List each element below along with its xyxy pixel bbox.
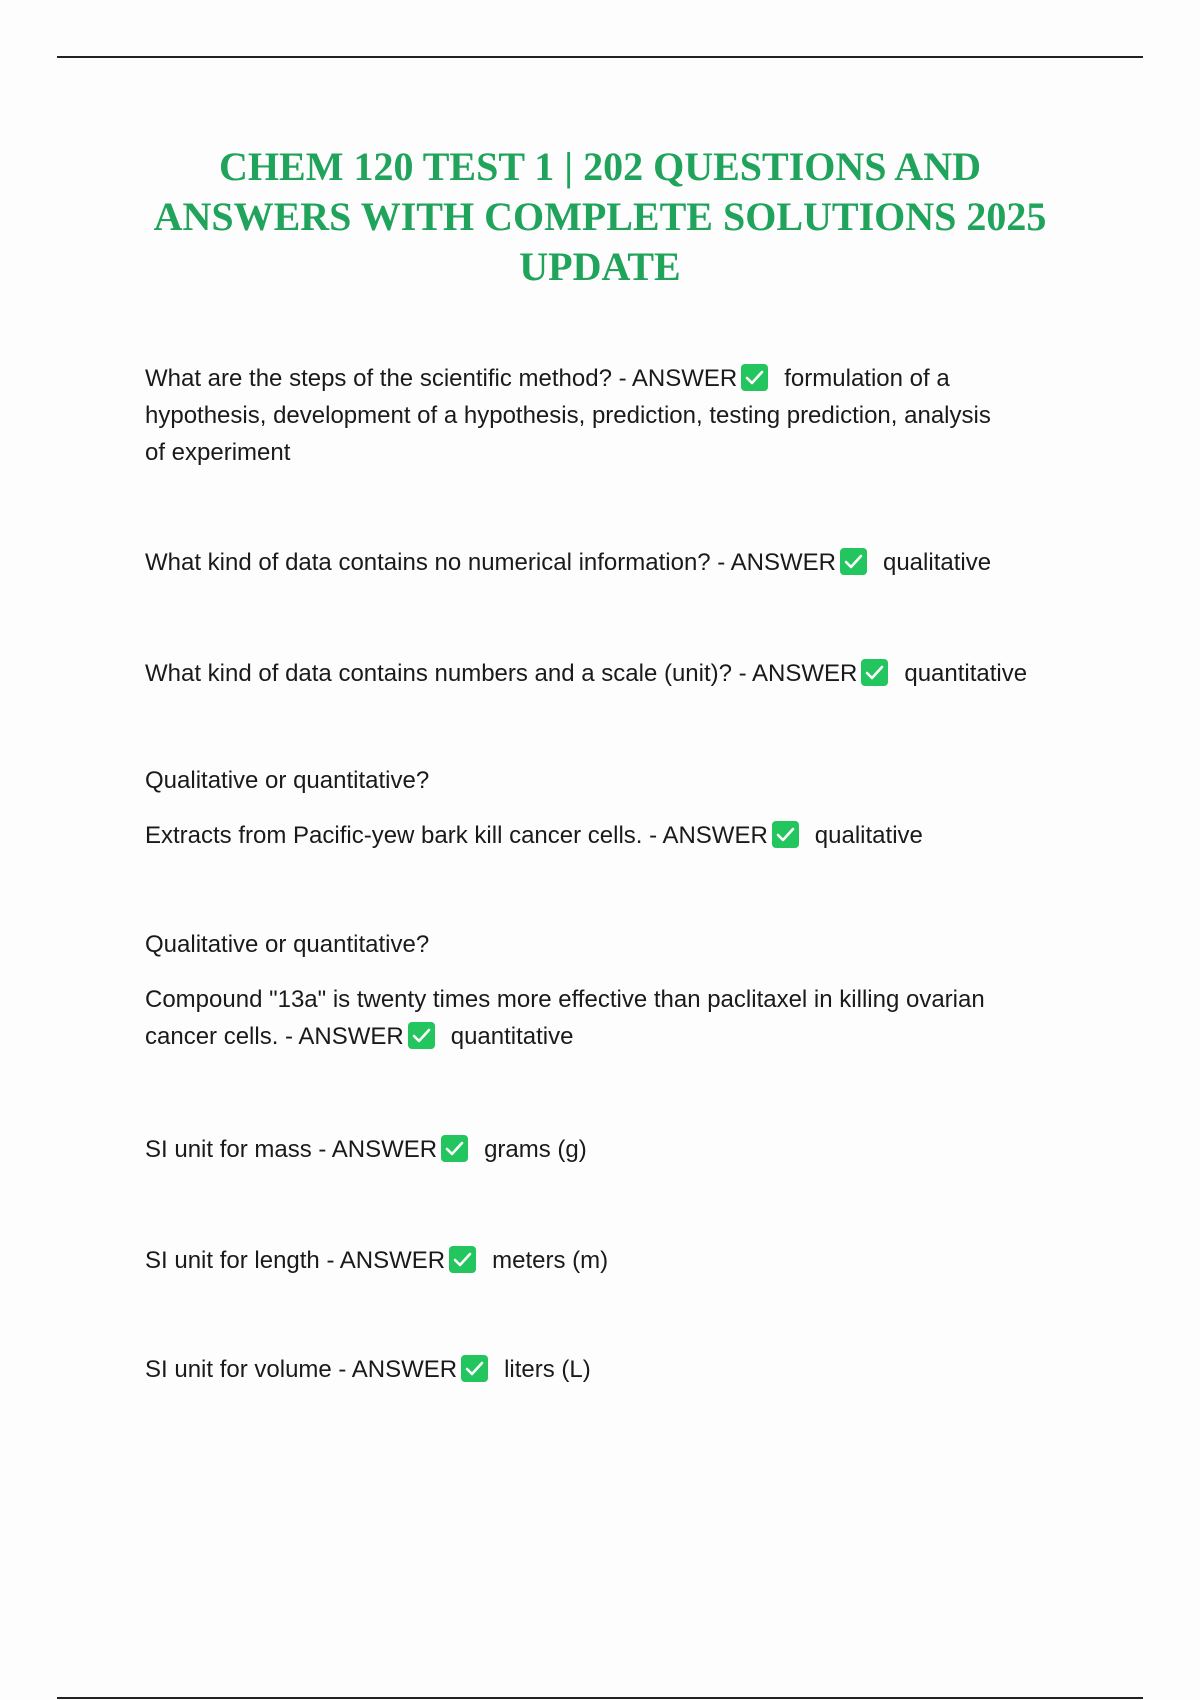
question-text: What are the steps of the scientific method? - ANSWER: [145, 365, 738, 392]
check-icon: [449, 1246, 476, 1273]
qa-item: [145, 926, 1095, 1055]
check-icon: [408, 1022, 435, 1049]
answer-text: quantitative: [450, 1023, 574, 1050]
answer-text: of experiment: [145, 439, 291, 466]
qa-line: [145, 1242, 1095, 1279]
title-line: CHEM 120 TEST 1 | 202 QUESTIONS AND: [219, 144, 981, 189]
answer-text: formulation of a: [784, 365, 950, 392]
qa-item: [145, 360, 1095, 471]
question-text: Extracts from Pacific-yew bark kill cancer cells. - ANSWER: [145, 822, 768, 849]
answer-text: liters (L): [504, 1356, 591, 1383]
question-text: SI unit for mass - ANSWER: [145, 1136, 438, 1163]
question-text: Compound "13a" is twenty times more effective than paclitaxel in killing ovarian: [145, 986, 985, 1013]
answer-text: qualitative: [882, 549, 992, 576]
qa-line: [145, 360, 1095, 397]
check-icon: [840, 548, 867, 575]
title-line: ANSWERS WITH COMPLETE SOLUTIONS 2025: [153, 194, 1047, 239]
question-text: cancer cells. - ANSWER: [145, 1023, 404, 1050]
qa-line: [145, 655, 1095, 692]
qa-line: [145, 544, 1095, 581]
title-line: UPDATE: [519, 244, 681, 289]
answer-text: hypothesis, development of a hypothesis, prediction, testing prediction, analysis: [145, 402, 991, 429]
answer-text: quantitative: [904, 660, 1028, 687]
bottom-rule: [57, 1697, 1143, 1699]
qa-line: [145, 817, 1095, 854]
check-icon: [441, 1135, 468, 1162]
question-text: SI unit for length - ANSWER: [145, 1247, 446, 1274]
check-icon: [861, 659, 888, 686]
answer-text: qualitative: [814, 822, 923, 849]
answer-text: grams (g): [484, 1136, 587, 1163]
check-icon: [461, 1355, 488, 1382]
spacer: [145, 799, 1095, 817]
qa-item: [145, 1242, 1095, 1279]
check-icon: [741, 364, 768, 391]
top-rule: [57, 56, 1143, 58]
qa-line: [145, 1351, 1095, 1388]
qa-item: [145, 1351, 1095, 1388]
qa-prompt: Qualitative or quantitative?: [145, 931, 430, 958]
qa-line: [145, 1131, 1095, 1168]
question-text: What kind of data contains no numerical information? - ANSWER: [145, 549, 836, 576]
check-icon: [772, 821, 799, 848]
qa-line: [145, 1018, 1095, 1055]
spacer: [145, 963, 1095, 981]
qa-item: [145, 655, 1095, 692]
qa-item: [145, 1131, 1095, 1168]
answer-text: meters (m): [492, 1247, 609, 1274]
qa-item: [145, 762, 1095, 854]
question-text: SI unit for volume - ANSWER: [145, 1356, 458, 1383]
qa-item: [145, 544, 1095, 581]
qa-prompt: Qualitative or quantitative?: [145, 767, 430, 794]
question-text: What kind of data contains numbers and a scale (unit)? - ANSWER: [145, 660, 858, 687]
page-title: [100, 142, 1100, 292]
